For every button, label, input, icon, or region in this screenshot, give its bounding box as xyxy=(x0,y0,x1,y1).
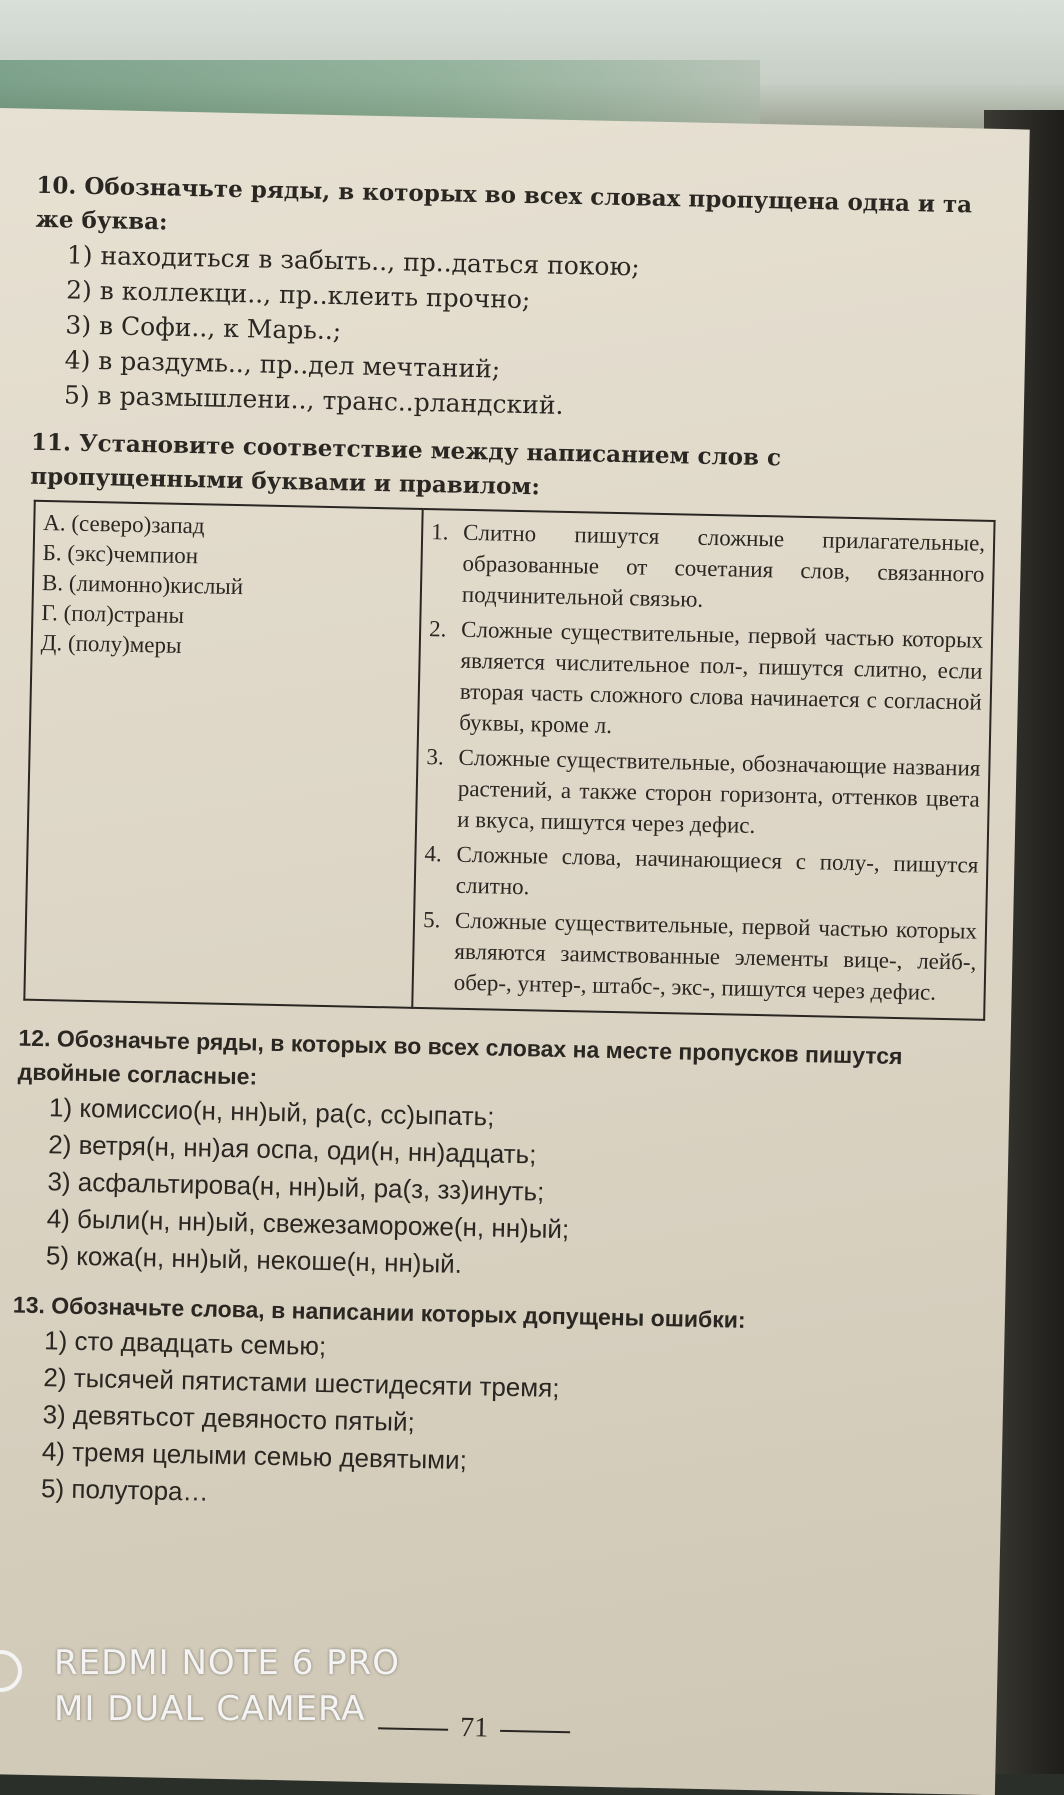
option: 1) комиссио(н, нн)ый, ра(с, сс)ыпать; xyxy=(48,1092,495,1132)
rules-column xyxy=(412,509,994,1020)
option: 5) полутора… xyxy=(40,1473,209,1507)
rule-number: 1. xyxy=(430,519,449,545)
rule-text: Сложные существительные, обозначающие названия растений, а также сторон горизонта, оттенков цвета и вкуса, пишутся через дефис. xyxy=(456,744,981,838)
question-11-title: 11. Установите соответствие между написанием слов с пропущенными буквами и правилом: xyxy=(30,428,782,501)
option: 1) находиться в забыть.., пр..даться покою; xyxy=(66,240,641,282)
rule-item xyxy=(424,838,979,912)
page-content xyxy=(8,169,996,1541)
rule-number: 2. xyxy=(428,616,447,642)
page-number-text: 71 xyxy=(459,1711,489,1744)
option: 3) асфальтирова(н, нн)ый, ра(з, зз)инуть; xyxy=(47,1166,545,1207)
word-item: Б. (экс)чемпион xyxy=(42,539,199,569)
option: 3) девятьсот девяносто пятый; xyxy=(42,1399,416,1437)
option: 5) в размышлени.., транс..рландский. xyxy=(63,380,564,420)
option: 5) кожа(н, нн)ый, некоше(н, нн)ый. xyxy=(45,1240,463,1279)
option: 3) в Софи.., к Марь..; xyxy=(65,310,342,346)
matching-table xyxy=(23,500,995,1021)
rule-number: 4. xyxy=(424,841,442,867)
question-12-options xyxy=(14,1089,978,1294)
question-12-title: 12. Обозначьте ряды, в которых во всех словах на месте пропусков пишутся двойные согласные: xyxy=(17,1024,903,1090)
question-13 xyxy=(9,1288,973,1527)
question-10-title: 10. Обозначьте ряды, в которых во всех словах пропущена одна и та же буква: xyxy=(35,171,973,236)
question-11 xyxy=(19,426,991,1021)
question-12 xyxy=(14,1021,979,1294)
rule-item xyxy=(425,741,981,846)
option: 2) в коллекци.., пр..клеить прочно; xyxy=(65,275,531,315)
word-item: Д. (полу)меры xyxy=(40,629,182,658)
rule-text: Сложные существительные, первой частью которых являются заимствованные элементы вице-, лейб-, обер-, унтер-, штабс-, экс-, пишутся через дефис. xyxy=(453,907,978,1005)
watermark-line-2: MI DUAL CAMERA xyxy=(54,1689,366,1729)
watermark-line-1: REDMI NOTE 6 PRO xyxy=(54,1643,401,1683)
option: 4) тремя целыми семью девятыми; xyxy=(41,1436,468,1476)
divider xyxy=(500,1729,570,1732)
camera-watermark xyxy=(54,1640,400,1732)
option: 2) тысячей пятистами шестидесяти тремя; xyxy=(43,1362,560,1403)
word-item: Г. (пол)страны xyxy=(41,599,185,628)
question-10 xyxy=(32,169,997,432)
question-13-title: 13. Обозначьте слова, в написании которых допущены ошибки: xyxy=(12,1291,746,1333)
word-item: А. (северо)запад xyxy=(43,510,205,539)
rule-item xyxy=(421,904,977,1009)
words-column xyxy=(24,501,422,1008)
option: 4) в раздумь.., пр..дел мечтаний; xyxy=(64,345,501,384)
rule-number: 5. xyxy=(422,907,441,933)
rule-text: Сложные существительные, первой частью которых является числительное пол-, пишутся слитно, если вторая часть сложного слова начинается с согласной буквы, кроме л. xyxy=(458,616,984,738)
question-10-options xyxy=(32,237,995,432)
option: 4) были(н, нн)ый, свежезамороже(н, нн)ый; xyxy=(46,1203,570,1245)
rule-item xyxy=(430,516,986,621)
rule-item xyxy=(427,613,983,749)
rule-text: Сложные слова, начинающиеся с полу-, пишутся слитно. xyxy=(455,841,979,900)
question-13-options xyxy=(9,1322,973,1527)
book-page xyxy=(0,108,1030,1795)
rule-text: Слитно пишутся сложные прилагательные, образованные от сочетания слов, связанного подчинительной связью. xyxy=(461,519,986,612)
word-item: В. (лимонно)кислый xyxy=(41,569,244,600)
option: 1) сто двадцать семью; xyxy=(43,1325,327,1362)
option: 2) ветря(н, нн)ая оспа, оди(н, нн)адцать; xyxy=(47,1129,537,1170)
rule-number: 3. xyxy=(426,744,445,770)
